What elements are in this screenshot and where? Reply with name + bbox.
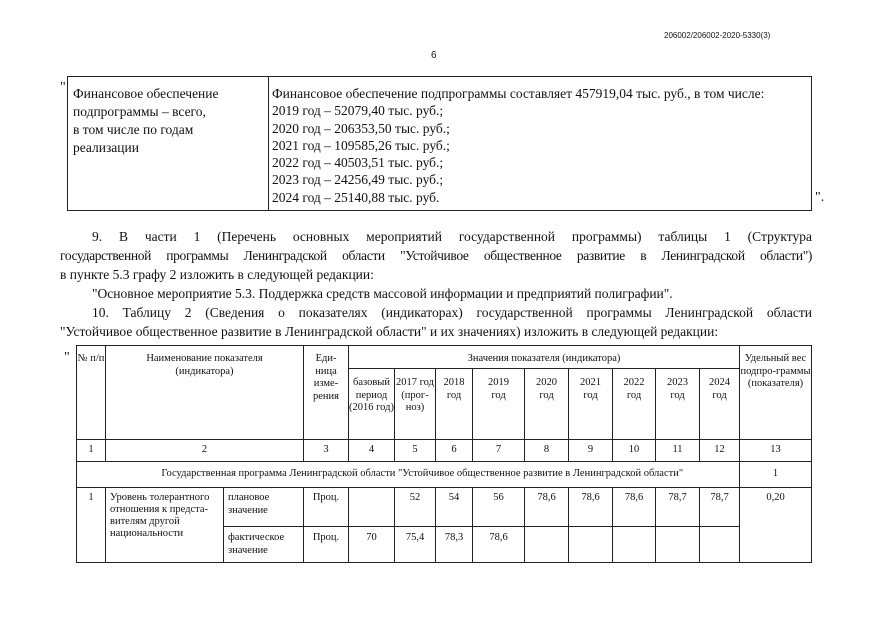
header-year-2024: 2024 год — [700, 369, 740, 440]
col-number: 6 — [436, 440, 473, 462]
header-year-2020: 2020 год — [525, 369, 569, 440]
program-row — [77, 462, 812, 488]
value-cell: 75,4 — [395, 527, 436, 563]
paragraph-line: 9. В части 1 (Перечень основных мероприятий государственной программы) таблицы 1 (Структура — [92, 229, 812, 244]
value-cell: 78,3 — [436, 527, 473, 563]
paragraph-line: в пункте 5.3 графу 2 изложить в следующей редакции: — [60, 267, 374, 282]
finance-year-line: 2023 год – 24256,49 тыс. руб.; — [272, 172, 444, 188]
value-cell — [700, 527, 740, 563]
header-base-period: базовый период (2016 год) — [349, 369, 395, 440]
value-cell: 78,7 — [656, 488, 700, 527]
row-num: 1 — [77, 488, 106, 563]
header-year-2018: 2018 год — [436, 369, 473, 440]
header-values-group: Значения показателя (индикатора) — [349, 346, 740, 369]
finance-year-line: 2024 год – 25140,88 тыс. руб. — [272, 189, 440, 205]
value-cell — [349, 488, 395, 527]
col-number: 7 — [473, 440, 525, 462]
header-year-2023: 2023 год — [656, 369, 700, 440]
finance-label-line: Финансовое обеспечение — [73, 86, 219, 101]
finance-year-line: 2019 год – 52079,40 тыс. руб.; — [272, 103, 444, 119]
finance-box-content — [272, 85, 807, 206]
value-cell: 78,6 — [613, 488, 656, 527]
header-num: № п/п — [77, 346, 106, 440]
finance-year-line: 2020 год – 206353,50 тыс. руб.; — [272, 120, 450, 136]
value-cell: 78,6 — [473, 527, 525, 563]
finance-year-line: 2022 год – 40503,51 тыс. руб.; — [272, 155, 444, 171]
col-number: 3 — [304, 440, 349, 462]
header-unit: Еди-ница изме-рения — [304, 346, 349, 440]
col-number: 5 — [395, 440, 436, 462]
value-cell: 54 — [436, 488, 473, 527]
value-kind: фактическое значение — [224, 527, 304, 563]
col-number: 10 — [613, 440, 656, 462]
program-title: Государственная программа Ленинградской области "Устойчивое общественное развитие в Ленинградской области" — [106, 462, 740, 488]
closing-quote: ". — [815, 190, 825, 205]
paragraph-line: 10. Таблицу 2 (Сведения о показателях (индикаторах) государственной программы Ленинградской области — [92, 305, 812, 320]
paragraph-9 — [60, 227, 812, 303]
value-cell: 52 — [395, 488, 436, 527]
col-number: 4 — [349, 440, 395, 462]
table-opening-quote: " — [64, 350, 70, 365]
page-number: 6 — [431, 50, 437, 61]
finance-total-line: Финансовое обеспечение подпрограммы составляет 457919,04 тыс. руб., в том числе: — [272, 86, 765, 101]
header-name: Наименование показателя (индикатора) — [106, 346, 304, 440]
paragraph-line: "Основное мероприятие 5.3. Поддержка средств массовой информации и предприятий полиграфии". — [92, 286, 673, 301]
finance-label-line: подпрограммы – всего, — [73, 104, 206, 119]
unit-cell: Проц. — [304, 488, 349, 527]
indicator-weight: 0,20 — [740, 488, 812, 563]
col-number: 11 — [656, 440, 700, 462]
finance-label-line: реализации — [73, 140, 139, 155]
column-numbers-row — [77, 440, 812, 462]
finance-label-line: в том числе по годам — [73, 122, 194, 137]
col-number: 8 — [525, 440, 569, 462]
opening-quote: " — [60, 80, 66, 95]
table-row — [77, 488, 812, 527]
paragraph-10 — [60, 303, 812, 341]
indicator-name: Уровень толерантного отношения к предста-вителям другой национальности — [106, 488, 224, 563]
col-number: 12 — [700, 440, 740, 462]
value-cell: 70 — [349, 527, 395, 563]
finance-box-label — [73, 85, 263, 157]
col-number: 2 — [106, 440, 304, 462]
value-cell: 78,6 — [569, 488, 613, 527]
finance-box-divider — [268, 77, 269, 210]
col-number: 13 — [740, 440, 812, 462]
header-year-2017: 2017 год (прог-ноз) — [395, 369, 436, 440]
program-weight: 1 — [740, 462, 812, 488]
paragraph-line: государственной программы Ленинградской области "Устойчивое общественное развитие в Ленинградской области") — [60, 248, 812, 263]
header-year-2021: 2021 год — [569, 369, 613, 440]
finance-year-line: 2021 год – 109585,26 тыс. руб.; — [272, 137, 450, 153]
value-cell — [569, 527, 613, 563]
header-year-2022: 2022 год — [613, 369, 656, 440]
value-cell — [525, 527, 569, 563]
finance-box — [67, 76, 812, 211]
header-weight: Удельный вес подпро-граммы (показателя) — [740, 346, 812, 440]
value-cell: 78,6 — [525, 488, 569, 527]
value-cell: 78,7 — [700, 488, 740, 527]
paragraph-line: "Устойчивое общественное развитие в Ленинградской области" и их значениях) изложить в следующей редакции: — [60, 324, 719, 339]
value-cell — [656, 527, 700, 563]
value-cell — [613, 527, 656, 563]
unit-cell: Проц. — [304, 527, 349, 563]
value-kind: плановое значение — [224, 488, 304, 527]
value-cell: 56 — [473, 488, 525, 527]
col-number: 1 — [77, 440, 106, 462]
header-year-2019: 2019 год — [473, 369, 525, 440]
indicators-table — [76, 345, 812, 563]
document-id: 206002/206002-2020-5330(3) — [664, 31, 771, 40]
col-number: 9 — [569, 440, 613, 462]
